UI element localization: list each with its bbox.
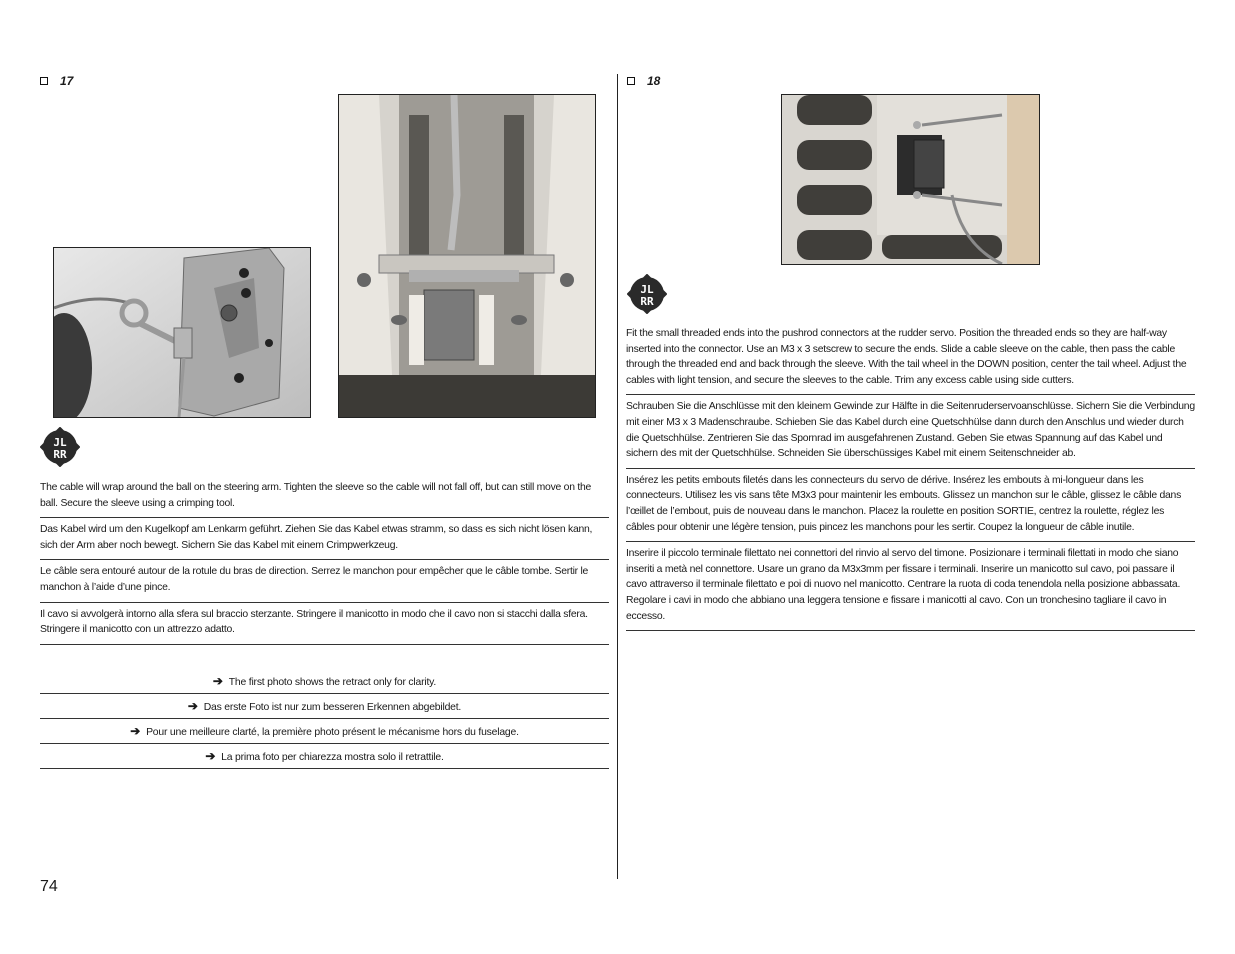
instruction-en: Fit the small threaded ends into the pushrod connectors at the rudder servo. Position the threaded ends so they are half-way inserted into the connector. Use an M3 x 3 setscrew to secure the ends. Slide a cable sleeve on the cable, then pass the cable through the threaded end and back through the sleeve. With the tail wheel in the DOWN position, center the tail wheel. Adjust the cables with light tension, and secure the sleeves to the cable. Trim any excess cable using side cutters. <box>626 326 1195 395</box>
step-number: 18 <box>647 74 661 88</box>
checkbox-icon[interactable] <box>627 77 635 85</box>
checkbox-icon[interactable] <box>40 77 48 85</box>
step-number: 17 <box>60 74 74 88</box>
instruction-it: Il cavo si avvolgerà intorno alla sfera sul braccio sterzante. Stringere il manicotto in modo che il cavo non si stacchi dalla sfera. Stringere il manicotto con un attrezzo adatto. <box>40 603 609 645</box>
page-number: 74 <box>40 878 58 895</box>
step-18-instructions <box>626 326 1195 631</box>
fuselage-interior-photo <box>338 94 596 418</box>
instruction-fr: Le câble sera entouré autour de la rotule du bras de direction. Serrez le manchon pour empêcher que le câble tombe. Sertir le manchon à l’aide d’une pince. <box>40 560 609 602</box>
note-fr: ➔ Pour une meilleure clarté, la première photo présent le mécanisme hors du fuselage. <box>40 719 609 744</box>
instruction-it: Inserire il piccolo terminale filettato nei connettori del rinvio al servo del timone. Posizionare i terminali filettati in modo che siano inseriti a metà nel connettore. Usare un grano da M3x3mm per fissare i terminali. Inserire un manicotto sul cavo, poi passare il cavo attraverso il terminale filettato e poi di nuovo nel manicotto. Centrare la ruota di coda tenendola nella posizione abbassata. Regolare i cavi in modo che abbiano una leggera tensione e fissare i manicotti al cavo. Con un tronchesino tagliare il cavo in eccesso. <box>626 542 1195 631</box>
steering-arm-photo <box>53 247 311 418</box>
arrow-right-icon: ➔ <box>212 674 223 688</box>
step-17-instructions <box>40 480 609 645</box>
note-it: ➔ La prima foto per chiarezza mostra solo il retrattile. <box>40 744 609 769</box>
svg-text:JL: JL <box>53 436 67 449</box>
note-de: ➔ Das erste Foto ist nur zum besseren Erkennen abgebildet. <box>40 694 609 719</box>
rudder-servo-photo <box>781 94 1040 265</box>
crimping-tool-icon <box>40 427 80 472</box>
instruction-en: The cable will wrap around the ball on the steering arm. Tighten the sleeve so the cable will not fall off, but can still move on the ball. Secure the sleeve using a crimping tool. <box>40 480 609 518</box>
arrow-right-icon: ➔ <box>205 749 216 763</box>
note-en: ➔ The first photo shows the retract only for clarity. <box>40 669 609 694</box>
svg-text:JL: JL <box>640 283 654 296</box>
arrow-right-icon: ➔ <box>187 699 198 713</box>
crimping-tool-icon <box>627 274 667 319</box>
svg-text:RR: RR <box>640 295 654 308</box>
column-divider <box>617 74 618 879</box>
arrow-right-icon: ➔ <box>130 724 141 738</box>
svg-text:RR: RR <box>53 448 67 461</box>
instruction-de: Schrauben Sie die Anschlüsse mit den kleinem Gewinde zur Hälfte in die Seitenruderservoanschlüsse. Sichern Sie die Verbindung mit einer M3 x 3 Madenschraube. Schieben Sie das Kabel durch eine Quetschhülse dann durch den Anschlus und wieder durch die Quetschhülse. Zentrieren Sie das Spornrad im ausgefahrenen Zustand. Geben Sie etwas Spannung auf das Kabel und sichern des mit der Quetschhülse. Schneiden Sie überschüssiges Kabel mit einem Seitenschneider ab. <box>626 395 1195 468</box>
instruction-fr: Insérez les petits embouts filetés dans les connecteurs du servo de dérive. Insérez les embouts à mi-longueur dans les connecteurs. Utilisez les vis sans tête M3x3 pour maintenir les embouts. Glissez un manchon sur le câble, glissez le câble dans l’œillet de l’embout, puis de nouveau dans le manchon. Placez la roulette en position SORTIE, centrez la roulette, réglez les câbles pour obtenir une légère tension, puis pincez les manchons pour les sertir. Coupez la longueur de câble inutile. <box>626 469 1195 542</box>
instruction-de: Das Kabel wird um den Kugelkopf am Lenkarm geführt. Ziehen Sie das Kabel etwas stramm, so dass es sich nicht lösen kann, sich der Arm aber noch bewegt. Sichern Sie das Kabel mit einem Crimpwerkzeug. <box>40 518 609 560</box>
step-17-header <box>40 74 73 88</box>
step-18-header <box>627 74 660 88</box>
